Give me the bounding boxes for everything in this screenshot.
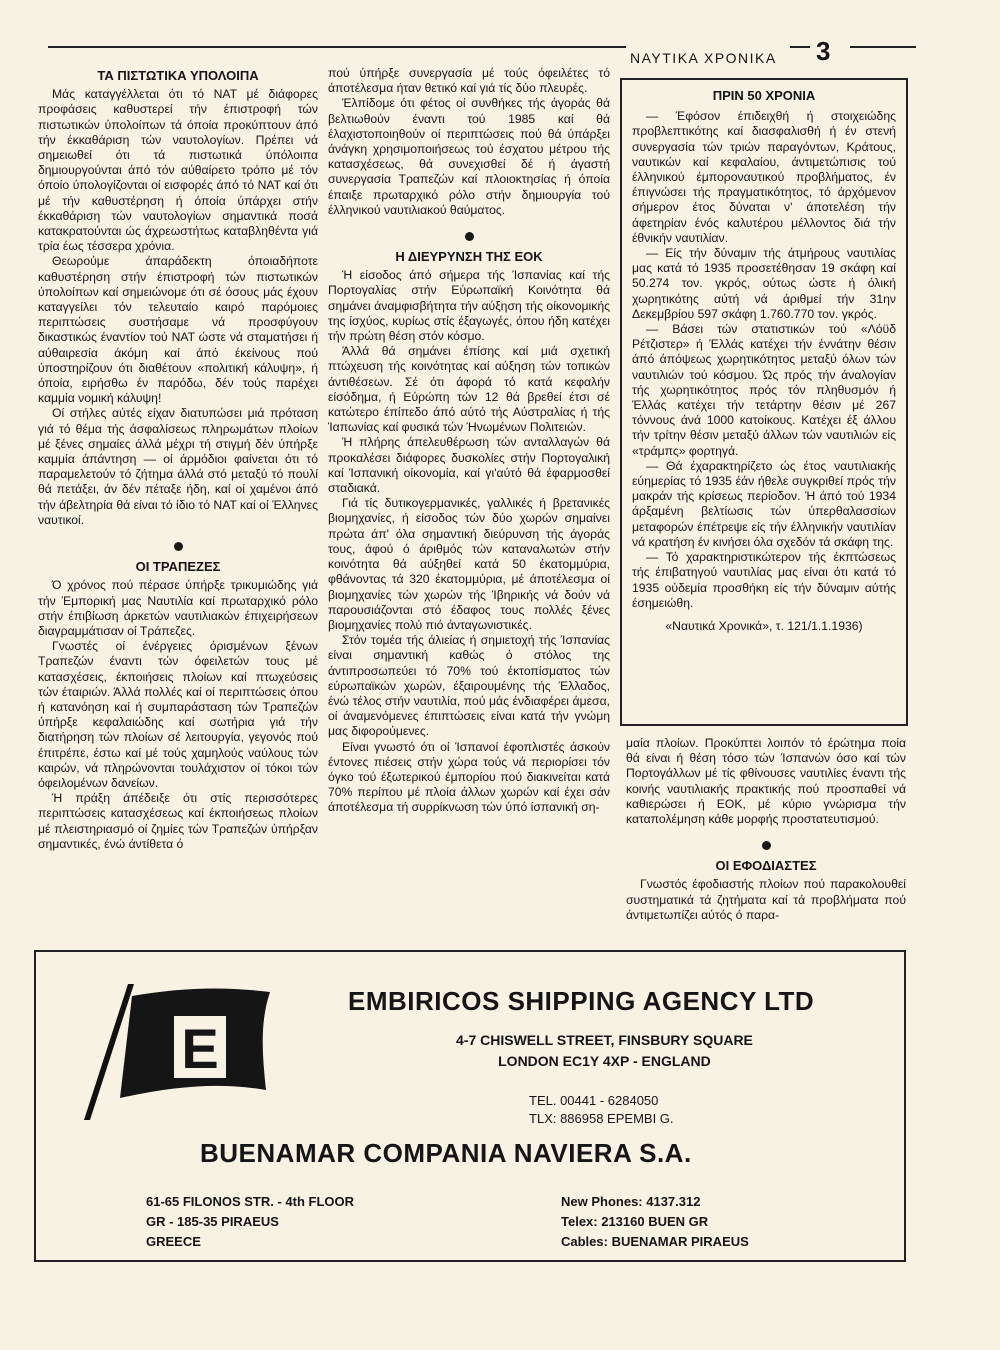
- paragraph: πού ύπήρξε συνεργασία μέ τούς όφειλέτες τό άποτέλεσμα ήταν θετικό καί γιά τίς δύο πλευρές.: [328, 66, 610, 96]
- box-source: «Ναυτικά Χρονικά», τ. 121/1.1.1936): [665, 618, 863, 633]
- column-3: [626, 736, 906, 923]
- paragraph: Γιά τίς δυτικογερμανικές, γαλλικές ή βρετανικές βιομηχανίες, ή είσοδος τών δύο χωρών σημαίνει πρώτα άπ' όλα σημαντική διεύρυνση τής άγοράς τους, άφού ό άριθμός τών καταναλωτών στήν κοινότητα θά αύξηθεί κατά 50 έκατομμύρια, φθάνοντας τά 320 έκατομμύρια, μέ άποτέλεσμα οί βιομηχανίες τών χωρών τής Ίβηρικής νά δούν νά παρουσιάζονται στό έδαφος τους πολλές ξένες βιομηχανίες πολύ πιό άνταγωνιστικές.: [328, 496, 610, 632]
- header-rule-left: [48, 46, 626, 48]
- paragraph: Θεωρούμε άπαράδεκτη όποιαδήποτε καθυστέρηση στήν έπιστροφή τών πιστωτικών ύπολοίπων καί σημειώνομε ότι σέ όσους μάς έχουν καταγγείλει τόν τελευταίο καιρό παρόμοιες περιπτώσεις συστήσαμε νά προσφύγουν δικαστικώς έναντίον τού ΝΑΤ ώστε νά σταματήσει ή αύθαιρεσία άκόμη καί άπό έκείνους πού ύποστηρίζουν ότι διαθέτουν «πολιτική κάλυψη», ή όποία, ειρήσθω έν παρόδω, δέν τούς παρέχει καμμία νομική κάλυψη!: [38, 254, 318, 406]
- address-line: LONDON EC1Y 4XP - ENGLAND: [498, 1053, 711, 1069]
- paragraph: Ή πράξη άπέδειξε ότι στίς περισσότερες περιπτώσεις κατασχέσεως καί έκποιήσεως πλοίων μέ πλειστηριασμό οί ζημίες τών Τραπεζών ύπήρξαν σημαντικές, ένώ άντίθετα ό: [38, 791, 318, 851]
- address-line: GR - 185-35 PIRAEUS: [146, 1214, 279, 1229]
- address-line: GREECE: [146, 1234, 201, 1249]
- section-bullet: [762, 841, 771, 850]
- paragraph: Άλλά θά σημάνει έπίσης καί μιά σχετική πτώχευση τής κοινότητας καί αύξηση τών τοπικών άντιθέσεων. Σέ ότι άφορά τό κατά κεφαλήν είσόδημα, ή Εύρώπη τών 12 θά βρεθεί έτσι σέ κατώτερο έπίπεδο άπό αύτό τής Αύστραλίας ή τής Ίαπωνίας καί φυσικά τών Ήνωμένων Πολιτειών.: [328, 344, 610, 435]
- box-title: ΠΡΙΝ 50 ΧΡΟΝΙΑ: [712, 88, 816, 103]
- section-title-suppliers: ΟΙ ΕΦΟΔΙΑΣΤΕΣ: [715, 858, 817, 874]
- buenamar-company-name: BUENAMAR COMPANIA NAVIERA S.A.: [200, 1138, 692, 1168]
- paragraph: — Βάσει τών στατιστικών τού «Λόϋδ Ρέτζιστερ» ή Έλλάς κατέχει τήν έννάτην θέσιν άπό άπόψεως χωρητικότητος μεταξύ όλων τών ναυτιλιών τού κόσμου. Ώς πρός τήν άναλογίαν τής χωρητικότητος πρός τόν πληθυσμόν ή Έλλάς κατέχει τήν τετάρτην θέσιν μέ 267 τόννους άνά 1000 κατοίκους. Κατέχει έξ άλλου τήν τρίτην θέσιν μεταξύ άλλων τών ναυτιλιών είς «τράμπς» φορτηγά.: [632, 322, 896, 458]
- section-bullet: [465, 232, 474, 241]
- embiricos-company-name: EMBIRICOS SHIPPING AGENCY LTD: [348, 986, 815, 1016]
- telex: TLX: 886958 EPEMBI G.: [529, 1111, 674, 1126]
- paragraph: μαία πλοίων. Προκύπτει λοιπόν τό έρώτημα ποία θά είναι ή θέση τόσο τών Ίσπανών όσο καί τών Πορτογάλλων μέ τίς φθίνουσες ναυτιλίες έναντι τής κοινής ναυτιλιακής πρακτικής πού προσπαθεί νά καθιερώσει ή ΕΟΚ, μέ κύριο γνώρισμα τήν καταπολέμηση κάθε μορφής προστατευτισμού.: [626, 736, 906, 827]
- paragraph: — Θά έχαρακτηρίζετο ώς έτος ναυτιλιακής εύημερίας τό 1935 έάν ήθελε συγκριθεί πρός τήν μακράν τής κρίσεως περίοδον. Ή άπό τού 1934 άρξαμένη βελτίωσις τών ύπερθαλασσίων μεταφορών έπέτρεψε είς τήν έλληνικήν ναυτιλίαν νά κρατήση έν κινήσει όλα σχεδόν τά σκάφη της.: [632, 458, 896, 549]
- paragraph: Γνωστές οί ένέργειες όρισμένων ξένων Τραπεζών έναντι τών όφειλετών τους μέ κατασχέσεις, έκποιήσεις πλοίων καί πτωχεύσεις τών έταιριών. Άλλά πολλές καί οί περιπτώσεις όπου ή κατανόηση καί ή συμπαράσταση τών Τραπεζών ύπήρξε κεφαλαιώδης καί σωτήρια γιά τήν διατήρηση τών πλοίων σέ λειτουργία, γεγονός πού έπιτρέπε, έστω καί μέ τούς χαμηλούς ναύλους τών καιρών, νά πληρώνονται τουλάχιστον οί τόκοι τών όφειλομένων δανείων.: [38, 639, 318, 790]
- buenamar-address: [146, 1192, 354, 1252]
- page-number: 3: [816, 36, 831, 66]
- paragraph: Στόν τομέα τής άλιείας ή σημιετοχή τής Ίσπανίας είναι σημαντική καθώς ό στόλος της άντιπροσωπεύει τό 70% τού έκτοπίσματος τών εύρωπαϊκών χωρών, έξαιρουμένης τής Έλλαδος, ένώ τέλος στήν ναυτιλία, πού μάς ένδιαφέρει άμεσα, οί άναμενόμενες έπιπτώσεις είναι κατά τήν γνώμη μας διφορούμενες.: [328, 633, 610, 739]
- paragraph: Ό χρόνος πού πέρασε ύπήρξε τρικυμιώδης γιά τήν Έμπορική μας Ναυτιλία καί πρωταρχικό ρόλο στήν έπιβίωση άρκετών ναυτιλιακών έπιχειρήσεων διαγραμμάτισαν οί Τράπεζες.: [38, 578, 318, 638]
- flag-logo-icon: [70, 972, 280, 1132]
- paragraph: — Τό χαρακτηριστικώτερον τής έκπτώσεως τής έπιβατηγού ναυτιλίας μας είναι ότι κατά τό 1935 ούδεμία προσθήκη είς τήν δύναμιν αύτής έσημειώθη.: [632, 550, 896, 610]
- header-rule-mid: [790, 46, 810, 48]
- cables: Cables: BUENAMAR PIRAEUS: [561, 1234, 749, 1249]
- section-title-banks: ΟΙ ΤΡΑΠΕΖΕΣ: [135, 559, 221, 575]
- column-2: [328, 66, 610, 816]
- paragraph: Μάς καταγγέλλεται ότι τό ΝΑΤ μέ διάφορες προφάσεις καθυστερεί τήν έπιστροφή τών πιστωτικών ύπολοίπων τά όποία προκύπτουν άπό τήν έκκαθάριση τών ναυτολογίων. Πρέπει νά σημειωθεί ότι τά πιστωτικά ύπόλοιπα δημιουργούνται άπό τόν αύθαίρετο τρόπο μέ τόν όποίο ύπολογίζονται οί εισφορές άπό τό ΝΑΤ καί ότι μέ τήν καθυστέρηση ή όποία ύπάρχει στήν έκκαθάριση τών ναυτολογίων σημαντικά ποσά κατακρατούνται ώς άχρεωστήτως καταβληθέντα γιά τρία έως τέσσερα χρόνια.: [38, 87, 318, 254]
- paragraph: Έλπίδομε ότι φέτος οί συνθήκες τής άγοράς θά βελτιωθούν έναντι τού 1985 καί θά έλαχιστοποιηθούν οί περιπτώσεις πού θά ύπάρξει άνάγκη χρησιμοποιήσεως τού έσχατου μέτρου τής κατασχέσεως, θά συνεχισθεί δέ ή άγαστή συνεργασία Τραπεζών καί πλοιοκτησίας ή όποία έπαιξε πρωταρχικό ρόλο στήν δημιουργία τού έλληνικού ναυτιλιακού θαύματος.: [328, 96, 610, 217]
- section-title-credit-balances: ΤΑ ΠΙΣΤΩΤΙΚΑ ΥΠΟΛΟΙΠΑ: [97, 68, 259, 83]
- embiricos-contacts: [529, 1092, 674, 1128]
- paragraph: — Έφόσον έπιδειχθή ή στοιχειώδης προβλεπτικότης καί διασφαλισθή ή έν στενή συνεργασία τών τριών παραγόντων, Κράτους, ναυτικών καί κεφαλαίου, άντιμετώπισις τού έλληνικού έμποροναυτικού προβλήματος, έν έπιγνώσει τής πραγματικότητος, τό άρχόμενον σήμερον έτος δύναται ν' άποτελέση τήν άφετηρίαν ένός καλυτέρου μέλλοντος διά τήν έθνικήν ναυτιλίαν.: [632, 109, 896, 245]
- flag-letter: E: [181, 1017, 219, 1080]
- address-line: 4-7 CHISWELL STREET, FINSBURY SQUARE: [456, 1032, 753, 1048]
- telex: Telex: 213160 BUEN GR: [561, 1214, 709, 1229]
- paragraph: Ή είσοδος άπό σήμερα τής Ίσπανίας καί τής Πορτογαλίας στήν Εύρωπαϊκή Κοινότητα θά σημάνει άναμφισβήτητα τήν αύξηση τής οίκονομικής της ίσχύος, κυρίως στίς έξαγωγές, όπου ήδη κατέχει τήν πρώτη θέση στόν κόσμο.: [328, 268, 610, 344]
- paragraph: Γνωστός έφοδιαστής πλοίων πού παρακολουθεί συστηματικά τά ζητήματα καί τά προβλήματα πού άντιμετωπίζει αύτός ό παρα-: [626, 877, 906, 922]
- embiricos-address: [456, 1030, 753, 1072]
- section-title-eec-enlargement: Η ΔΙΕΥΡΥΝΣΗ ΤΗΣ ΕΟΚ: [395, 249, 543, 265]
- paragraph: Ή πλήρης άπελευθέρωση τών ανταλλαγών θά προκαλέσει διάφορες δυσκολίες στήν Πορτογαλική καί Ίσπανική οίκονομία, καί γι'αύτό θά έφαρμοσθεί σταδιακά.: [328, 435, 610, 496]
- paragraph: Είναι γνωστό ότι οί Ίσπανοί έφοπλιστές άσκούν έντονες πιέσεις στήν χώρα τούς νά περιορίσει τόν όγκο τού έξωτερικού έμπορίου πού διακινείται κατά 70% περίπου μέ πλοία άλλων χωρών καί έχει σάν άποτέλεσμα τή συρρίκνωση τών ύπό ίσπανική ση-: [328, 739, 610, 815]
- publication-title: ΝΑΥΤΙΚΑ ΧΡΟΝΙΚΑ: [630, 50, 777, 66]
- paragraph: — Είς τήν δύναμιν τής άτμήρους ναυτιλίας μας κατά τό 1935 προσετέθησαν 19 σκάφη καί 50.274 τον. γκρός, ούτως ώστε ή όλική χωρητικότης αύτή νά άριθμεί τήν 31ην Δεκεμβρίου 597 σκάφη 1.760.770 τον. γκρός.: [632, 246, 896, 321]
- phones: New Phones: 4137.312: [561, 1194, 701, 1209]
- address-line: 61-65 FILONOS STR. - 4th FLOOR: [146, 1194, 355, 1209]
- section-bullet: [174, 542, 183, 551]
- buenamar-contacts: [561, 1192, 749, 1252]
- advertisement: [34, 950, 906, 1262]
- fifty-years-ago-box: [620, 78, 908, 726]
- telephone: TEL. 00441 - 6284050: [529, 1093, 659, 1108]
- column-1: [38, 66, 318, 852]
- paragraph: Οί στήλες αύτές είχαν διατυπώσει μιά πρόταση γιά τό θέμα τής άσφαλίσεως πληρωμάτων πλοίων μέ ξένες σημαίες άλλά μέχρι τή στιγμή δέν ύπήρξε καμμία άπάντηση — οί άρμόδιοι φαίνεται ότι τό παραμελετούν τό ζήτημα άλλά στό μεταξύ τό πουλί θά πετάξει, άν δέν πέταξε ήδη, καί οί χαμένοι άπό τήν άβελτηρία θά είναι τό ίδιο τό ΝΑΤ καί οί Έλληνες ναυτικοί.: [38, 406, 318, 527]
- header-rule-right: [850, 46, 916, 48]
